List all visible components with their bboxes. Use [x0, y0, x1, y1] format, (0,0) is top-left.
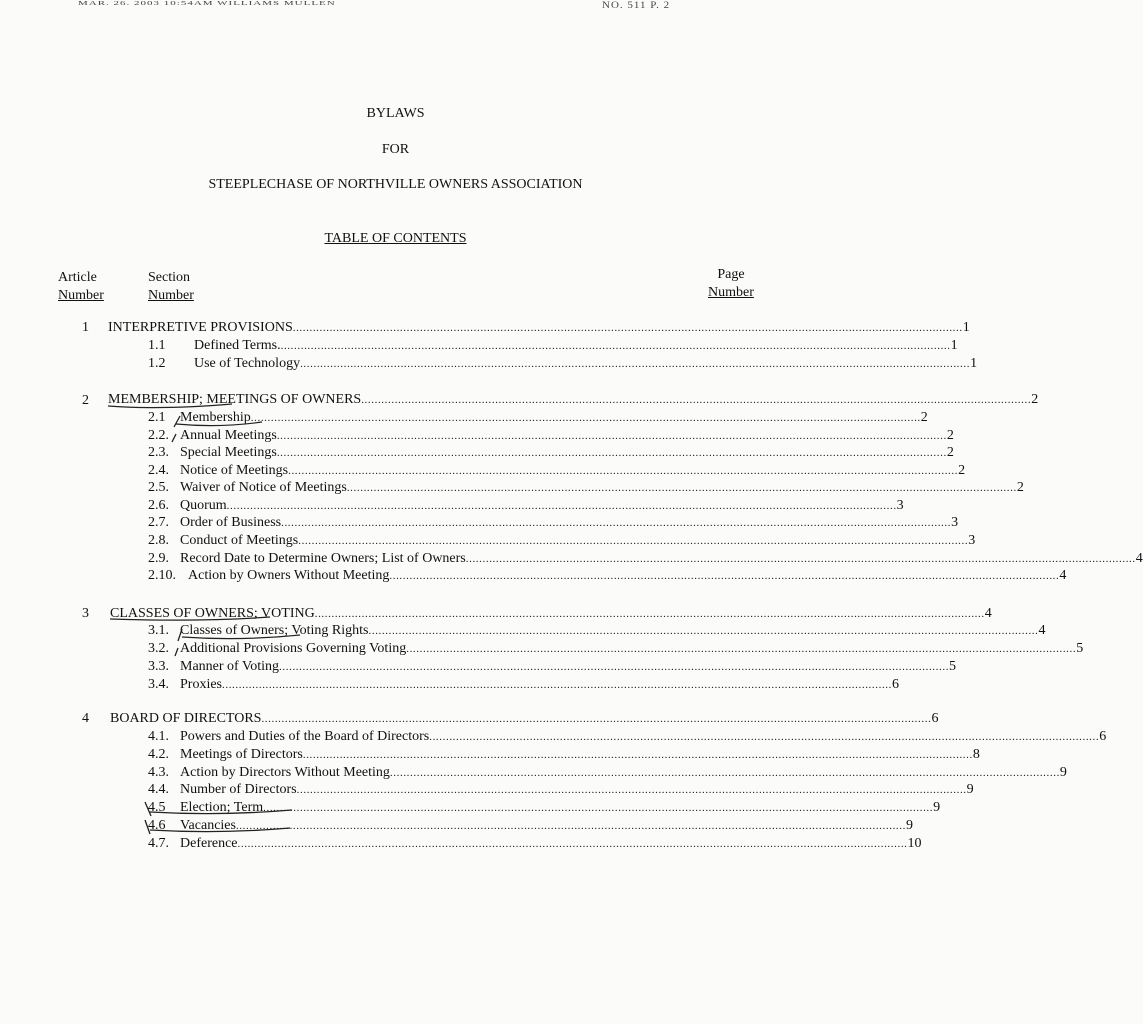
toc-article-row[interactable]: [108, 391, 1039, 410]
dot-leader: ........................................................................................................................................................................................................: [302, 749, 973, 761]
section-title: Powers and Duties of the Board of Directors: [180, 729, 430, 744]
toc-section-row[interactable]: [148, 622, 1046, 641]
page-number: 9: [966, 782, 974, 797]
section-title: Conduct of Meetings: [180, 533, 299, 548]
page-number: 9: [1059, 765, 1067, 780]
article-number: 1: [82, 320, 89, 335]
section-number: 4.1.: [148, 729, 169, 744]
page-number: 4: [984, 606, 992, 621]
page-number: 2: [958, 463, 966, 478]
section-number: 2.8.: [148, 533, 169, 548]
dot-leader: ........................................................................................................................................................................................................: [296, 784, 967, 796]
section-title: Classes of Owners; Voting Rights: [180, 623, 369, 638]
section-number: 3.1.: [148, 623, 169, 638]
section-title: Number of Directors: [180, 782, 297, 797]
toc-section-row[interactable]: [148, 835, 922, 854]
article-title: CLASSES OF OWNERS; VOTING: [110, 606, 315, 621]
page-number: 2: [946, 428, 954, 443]
dot-leader: ........................................................................................................................................................................................................: [389, 767, 1060, 779]
fax-header-left: MAR. 26. 2003 10:54AM WILLIAMS MULLEN: [78, 0, 336, 7]
page-number: 2: [920, 410, 928, 425]
doc-title: BYLAWS: [366, 106, 425, 121]
dot-leader: ........................................................................................................................................................................................................: [279, 661, 950, 673]
dot-leader: ........................................................................................................................................................................................................: [465, 553, 1136, 565]
dot-leader: ........................................................................................................................................................................................................: [314, 608, 985, 620]
section-number: 4.6: [148, 818, 166, 833]
section-number: 1.1: [148, 338, 166, 353]
section-number: 4.2.: [148, 747, 169, 762]
section-number: 2.4.: [148, 463, 169, 478]
dot-leader: ........................................................................................................................................................................................................: [346, 482, 1017, 494]
section-title: Action by Owners Without Meeting: [188, 568, 390, 583]
toc-section-row[interactable]: [148, 444, 954, 463]
dot-leader: ........................................................................................................................................................................................................: [292, 322, 963, 334]
section-number: 4.3.: [148, 765, 169, 780]
section-number: 2.7.: [148, 515, 169, 530]
page-number: 8: [972, 747, 980, 762]
dot-leader: ........................................................................................................................................................................................................: [276, 430, 947, 442]
section-title: Vacancies: [180, 818, 236, 833]
article-number: 2: [82, 393, 89, 408]
dot-leader: ........................................................................................................................................................................................................: [361, 394, 1032, 406]
doc-title-for: FOR: [381, 142, 410, 157]
dot-leader: ........................................................................................................................................................................................................: [389, 570, 1060, 582]
section-title: Annual Meetings: [180, 428, 277, 443]
toc-section-row[interactable]: [148, 532, 976, 551]
page-number: 10: [907, 836, 922, 851]
page-number: 4: [1038, 623, 1046, 638]
dot-leader: ........................................................................................................................................................................................................: [280, 340, 951, 352]
dot-leader: ........................................................................................................................................................................................................: [406, 643, 1077, 655]
article-title: INTERPRETIVE PROVISIONS: [108, 320, 293, 335]
toc-section-row[interactable]: [148, 781, 974, 800]
page-number: 3: [896, 498, 904, 513]
section-number: 1.2: [148, 356, 166, 371]
fax-header-right: NO. 511 P. 2: [602, 0, 671, 11]
section-title: Order of Business: [180, 515, 282, 530]
page-number: 6: [931, 711, 939, 726]
doc-association-name: STEEPLECHASE OF NORTHVILLE OWNERS ASSOCIATION: [208, 177, 583, 192]
page-number: 9: [905, 818, 913, 833]
article-number: 4: [82, 711, 89, 726]
dot-leader: ........................................................................................................................................................................................................: [300, 358, 971, 370]
toc-section-row[interactable]: [148, 676, 899, 695]
section-title: Waiver of Notice of Meetings: [180, 480, 347, 495]
toc-section-row[interactable]: [148, 427, 954, 446]
toc-article-row[interactable]: [110, 605, 992, 624]
page-number: 1: [970, 356, 978, 371]
toc-section-row[interactable]: [148, 658, 957, 677]
dot-leader: ........................................................................................................................................................................................................: [281, 517, 952, 529]
section-title: Election; Term: [180, 800, 264, 815]
toc-section-row[interactable]: [148, 497, 904, 516]
section-number: 2.10.: [148, 568, 176, 583]
page-number: 2: [946, 445, 954, 460]
toc-section-row[interactable]: [148, 355, 978, 374]
section-title: Membership: [180, 410, 251, 425]
section-title: Use of Technology: [194, 356, 301, 371]
dot-leader: ........................................................................................................................................................................................................: [298, 535, 969, 547]
page-number: 5: [1076, 641, 1084, 656]
page-number: 2: [1016, 480, 1024, 495]
page-number: 3: [951, 515, 959, 530]
article-number: 3: [82, 606, 89, 621]
dot-leader: ........................................................................................................................................................................................................: [235, 820, 906, 832]
column-header-section: Section Number: [148, 270, 194, 303]
section-title: Manner of Voting: [180, 659, 280, 674]
dot-leader: ........................................................................................................................................................................................................: [276, 447, 947, 459]
section-number: 4.5: [148, 800, 166, 815]
toc-section-row[interactable]: [148, 640, 1084, 659]
toc-section-row[interactable]: [148, 514, 959, 533]
page-number: 2: [1031, 392, 1039, 407]
page-number: 3: [968, 533, 976, 548]
page-number: 6: [1099, 729, 1107, 744]
section-title: Special Meetings: [180, 445, 277, 460]
toc-section-row[interactable]: [148, 817, 913, 836]
article-title: MEMBERSHIP; MEETINGS OF OWNERS: [108, 392, 362, 407]
section-number: 4.4.: [148, 782, 169, 797]
section-title: Deference: [180, 836, 238, 851]
toc-section-row[interactable]: [148, 764, 1067, 783]
page-number: 9: [933, 800, 941, 815]
section-number: 3.3.: [148, 659, 169, 674]
dot-leader: ........................................................................................................................................................................................................: [237, 838, 908, 850]
dot-leader: ........................................................................................................................................................................................................: [288, 465, 959, 477]
toc-section-row[interactable]: [148, 567, 1067, 586]
toc-section-row[interactable]: [148, 746, 980, 765]
toc-article-row[interactable]: [108, 319, 970, 338]
section-title: Action by Directors Without Meeting: [180, 765, 390, 780]
section-title: Notice of Meetings: [180, 463, 289, 478]
dot-leader: ........................................................................................................................................................................................................: [429, 731, 1100, 743]
article-title: BOARD OF DIRECTORS: [110, 711, 262, 726]
section-number: 2.5.: [148, 480, 169, 495]
page-number: 4: [1135, 551, 1143, 566]
page-number: 1: [950, 338, 958, 353]
toc-section-row[interactable]: [148, 799, 941, 818]
dot-leader: ........................................................................................................................................................................................................: [222, 679, 892, 691]
toc-section-row[interactable]: [148, 479, 1024, 498]
toc-section-row[interactable]: [148, 409, 928, 428]
section-title: Defined Terms.: [194, 338, 281, 353]
dot-leader: ........................................................................................................................................................................................................: [368, 625, 1039, 637]
dot-leader: ........................................................................................................................................................................................................: [250, 412, 921, 424]
page-number: 4: [1059, 568, 1067, 583]
toc-section-row[interactable]: [148, 728, 1107, 747]
column-header-page: Page Number: [708, 267, 754, 300]
toc-section-row[interactable]: [148, 462, 966, 481]
toc-article-row[interactable]: [110, 710, 939, 729]
section-title: Additional Provisions Governing Voting: [180, 641, 407, 656]
section-number: 3.4.: [148, 677, 169, 692]
section-number: 2.2.: [148, 428, 169, 443]
page-number: 6: [892, 677, 899, 692]
column-header-article: Article Number: [58, 270, 104, 303]
section-number: 2.9.: [148, 551, 169, 566]
section-number: 2.1: [148, 410, 166, 425]
toc-section-row[interactable]: [148, 550, 1143, 569]
dot-leader: ........................................................................................................................................................................................................: [226, 500, 897, 512]
section-title: Record Date to Determine Owners; List of Owners: [180, 551, 466, 566]
section-number: 4.7.: [148, 836, 169, 851]
dot-leader: ........................................................................................................................................................................................................: [263, 802, 934, 814]
section-title: Proxies: [180, 677, 222, 692]
page-number: 5: [949, 659, 957, 674]
section-title: Meetings of Directors: [180, 747, 303, 762]
dot-leader: ........................................................................................................................................................................................................: [261, 713, 932, 725]
toc-section-row[interactable]: [148, 337, 958, 356]
page-number: 1: [962, 320, 970, 335]
toc-heading: TABLE OF CONTENTS: [324, 231, 467, 246]
section-number: 3.2.: [148, 641, 169, 656]
section-number: 2.6.: [148, 498, 169, 513]
section-title: Quorum: [180, 498, 227, 513]
section-number: 2.3.: [148, 445, 169, 460]
